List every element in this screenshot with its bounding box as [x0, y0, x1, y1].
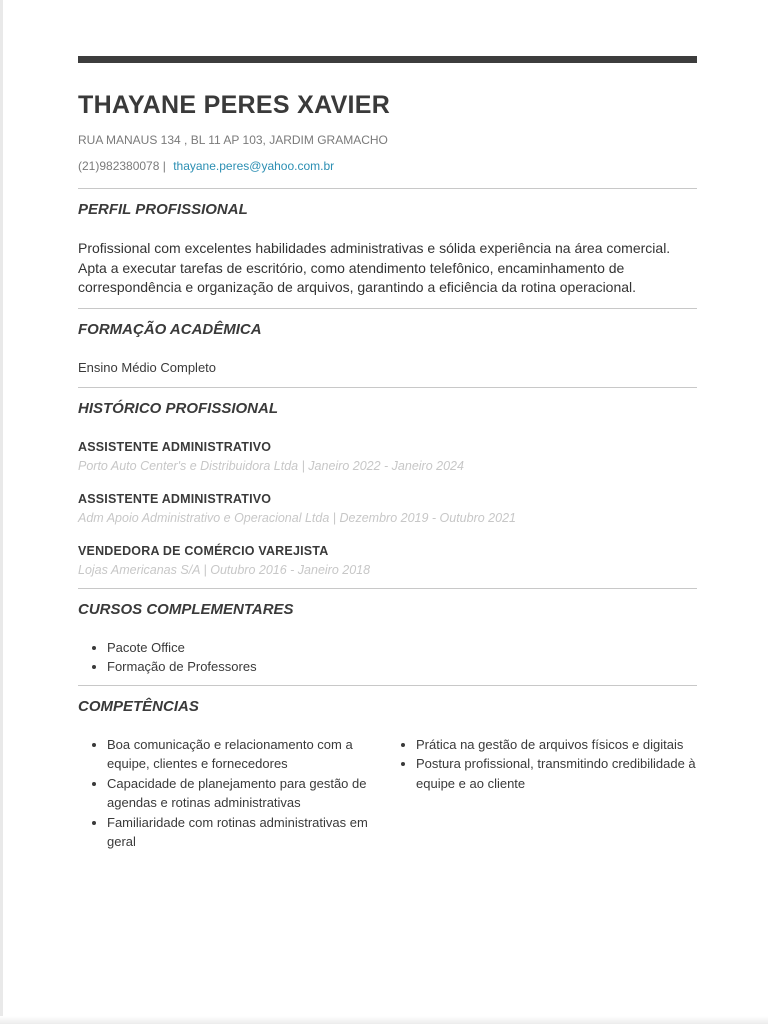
section-title-skills: COMPETÊNCIAS [78, 697, 199, 715]
section-divider [78, 188, 697, 189]
list-item: • Pacote Office [107, 638, 697, 658]
section-title-experience: HISTÓRICO PROFISSIONAL [78, 399, 279, 417]
section-divider [78, 685, 697, 686]
list-item: • Familiaridade com rotinas administrativas em geral [107, 813, 387, 852]
job-company-dates: Porto Auto Center's e Distribuidora Ltda | Janeiro 2022 - Janeiro 2024 [78, 458, 464, 473]
list-item: • Boa comunicação e relacionamento com a equipe, clientes e fornecedores [107, 735, 387, 774]
email-link[interactable]: thayane.peres@yahoo.com.br [173, 159, 335, 173]
address-line: RUA MANAUS 134 , BL 11 AP 103, JARDIM GRAMACHO [78, 133, 388, 147]
page-left-edge [0, 0, 3, 1024]
job-role: VENDEDORA DE COMÉRCIO VAREJISTA [78, 543, 329, 558]
skills-list-left [78, 735, 387, 852]
section-divider [78, 308, 697, 309]
section-divider [78, 387, 697, 388]
job-entry [78, 543, 697, 578]
candidate-name: THAYANE PERES XAVIER [78, 91, 391, 119]
contact-line [78, 158, 697, 174]
section-title-courses: CURSOS COMPLEMENTARES [78, 600, 294, 618]
job-entry [78, 439, 697, 474]
profile-summary: Profissional com excelentes habilidades administrativas e sólida experiência na área comercial. Apta a executar tarefas de escritório, como atendimento telefônico, encaminhamento de correspondência e organização de arquivos, garantindo a eficiência da rotina operacional. [78, 240, 671, 295]
list-item: • Prática na gestão de arquivos físicos e digitais [416, 735, 696, 755]
list-item: • Formação de Professores [107, 657, 697, 677]
job-role: ASSISTENTE ADMINISTRATIVO [78, 491, 272, 506]
job-company-dates: Adm Apoio Administrativo e Operacional Ltda | Dezembro 2019 - Outubro 2021 [78, 510, 516, 525]
job-entry [78, 491, 697, 526]
education-entry: Ensino Médio Completo [78, 359, 217, 375]
list-item: • Capacidade de planejamento para gestão de agendas e rotinas administrativas [107, 774, 387, 813]
job-company-dates: Lojas Americanas S/A | Outubro 2016 - Janeiro 2018 [78, 562, 371, 577]
courses-list [78, 638, 697, 677]
section-title-profile: PERFIL PROFISSIONAL [78, 201, 248, 218]
list-item: • Postura profissional, transmitindo credibilidade à equipe e ao cliente [416, 754, 696, 793]
page-bottom-edge [0, 1016, 768, 1024]
skills-list-right [387, 735, 696, 852]
phone-number: (21)982380078 | [78, 159, 166, 173]
skills-columns [78, 735, 697, 852]
section-divider [78, 588, 697, 589]
job-role: ASSISTENTE ADMINISTRATIVO [78, 439, 272, 454]
resume-page [78, 56, 697, 852]
section-title-education: FORMAÇÃO ACADÊMICA [78, 320, 262, 338]
top-accent-bar [78, 56, 697, 63]
